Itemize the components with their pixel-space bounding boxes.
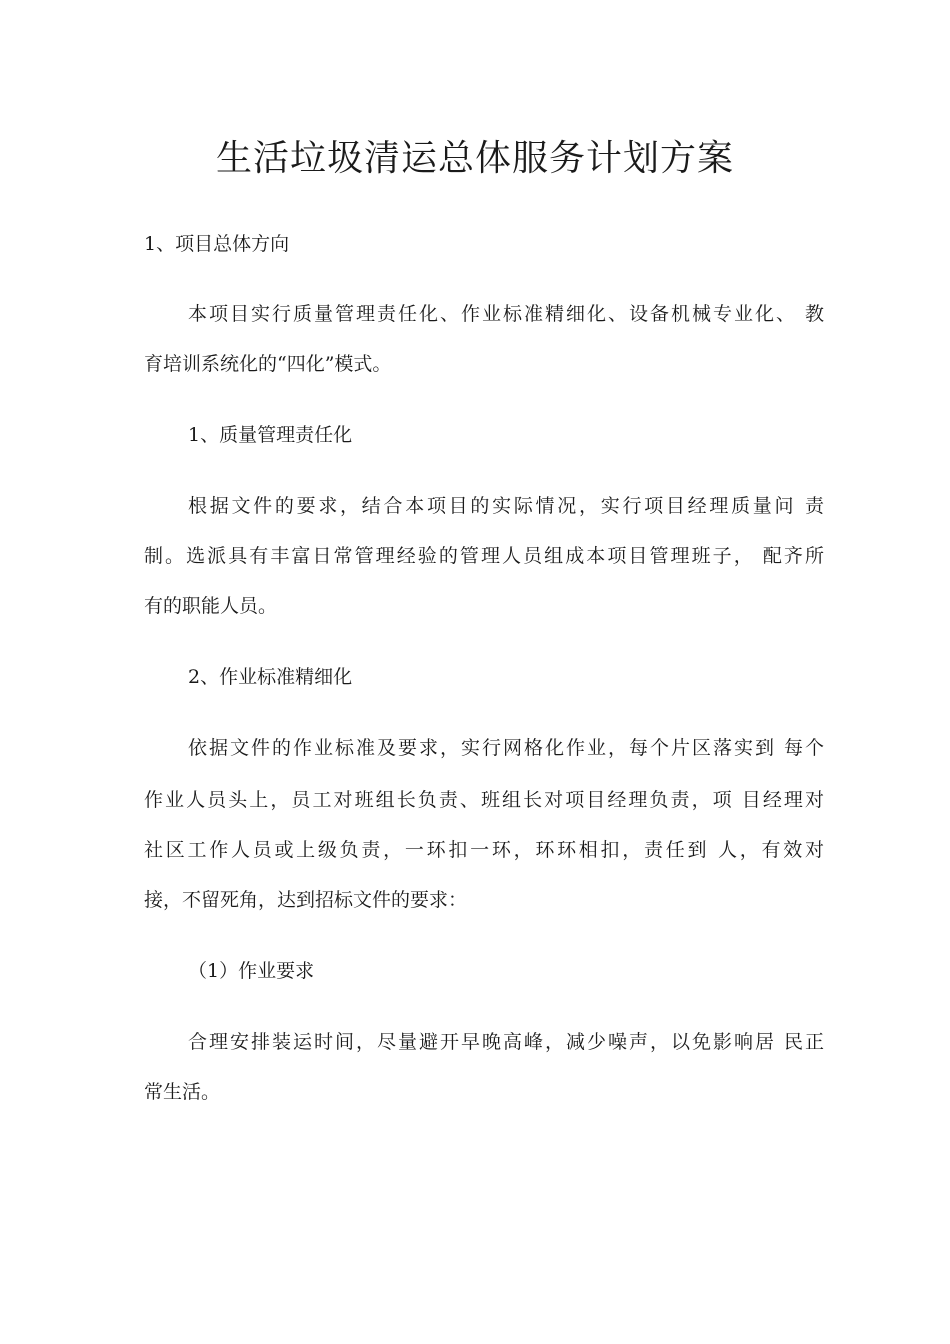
subheading-work-standard: 2、作业标准精细化: [188, 666, 353, 688]
paragraph-quality-line-3: 有的职能人员。: [144, 595, 278, 617]
subheading-work-requirements: （1）作业要求: [188, 960, 315, 982]
paragraph-four-modernizations-line-2: 育培训系统化的“四化”模式。: [144, 353, 392, 375]
subheading-quality-responsibility: 1、质量管理责任化: [188, 424, 353, 446]
section-heading-project-direction: 1、项目总体方向: [144, 233, 290, 255]
paragraph-grid-work-line-4: 接，不留死角，达到招标文件的要求：: [144, 889, 468, 911]
paragraph-quality-line-2: 制。选派具有丰富日常管理经验的管理人员组成本项目管理班子， 配齐所: [144, 545, 824, 567]
paragraph-quality-line-1: 根据文件的要求，结合本项目的实际情况，实行项目经理质量问 责: [188, 495, 824, 517]
paragraph-grid-work-line-2: 作业人员头上，员工对班组长负责、班组长对项目经理负责，项 目经理对: [144, 789, 824, 811]
paragraph-grid-work-line-3: 社区工作人员或上级负责，一环扣一环，环环相扣，责任到 人，有效对: [144, 839, 824, 861]
paragraph-schedule-line-1: 合理安排装运时间，尽量避开早晚高峰，减少噪声，以免影响居 民正: [188, 1031, 824, 1053]
paragraph-four-modernizations-line-1: 本项目实行质量管理责任化、作业标准精细化、设备机械专业化、 教: [188, 303, 824, 325]
paragraph-grid-work-line-1: 依据文件的作业标准及要求，实行网格化作业，每个片区落实到 每个: [188, 737, 824, 759]
paragraph-schedule-line-2: 常生活。: [144, 1081, 221, 1103]
document-title: 生活垃圾清运总体服务计划方案: [215, 138, 734, 179]
